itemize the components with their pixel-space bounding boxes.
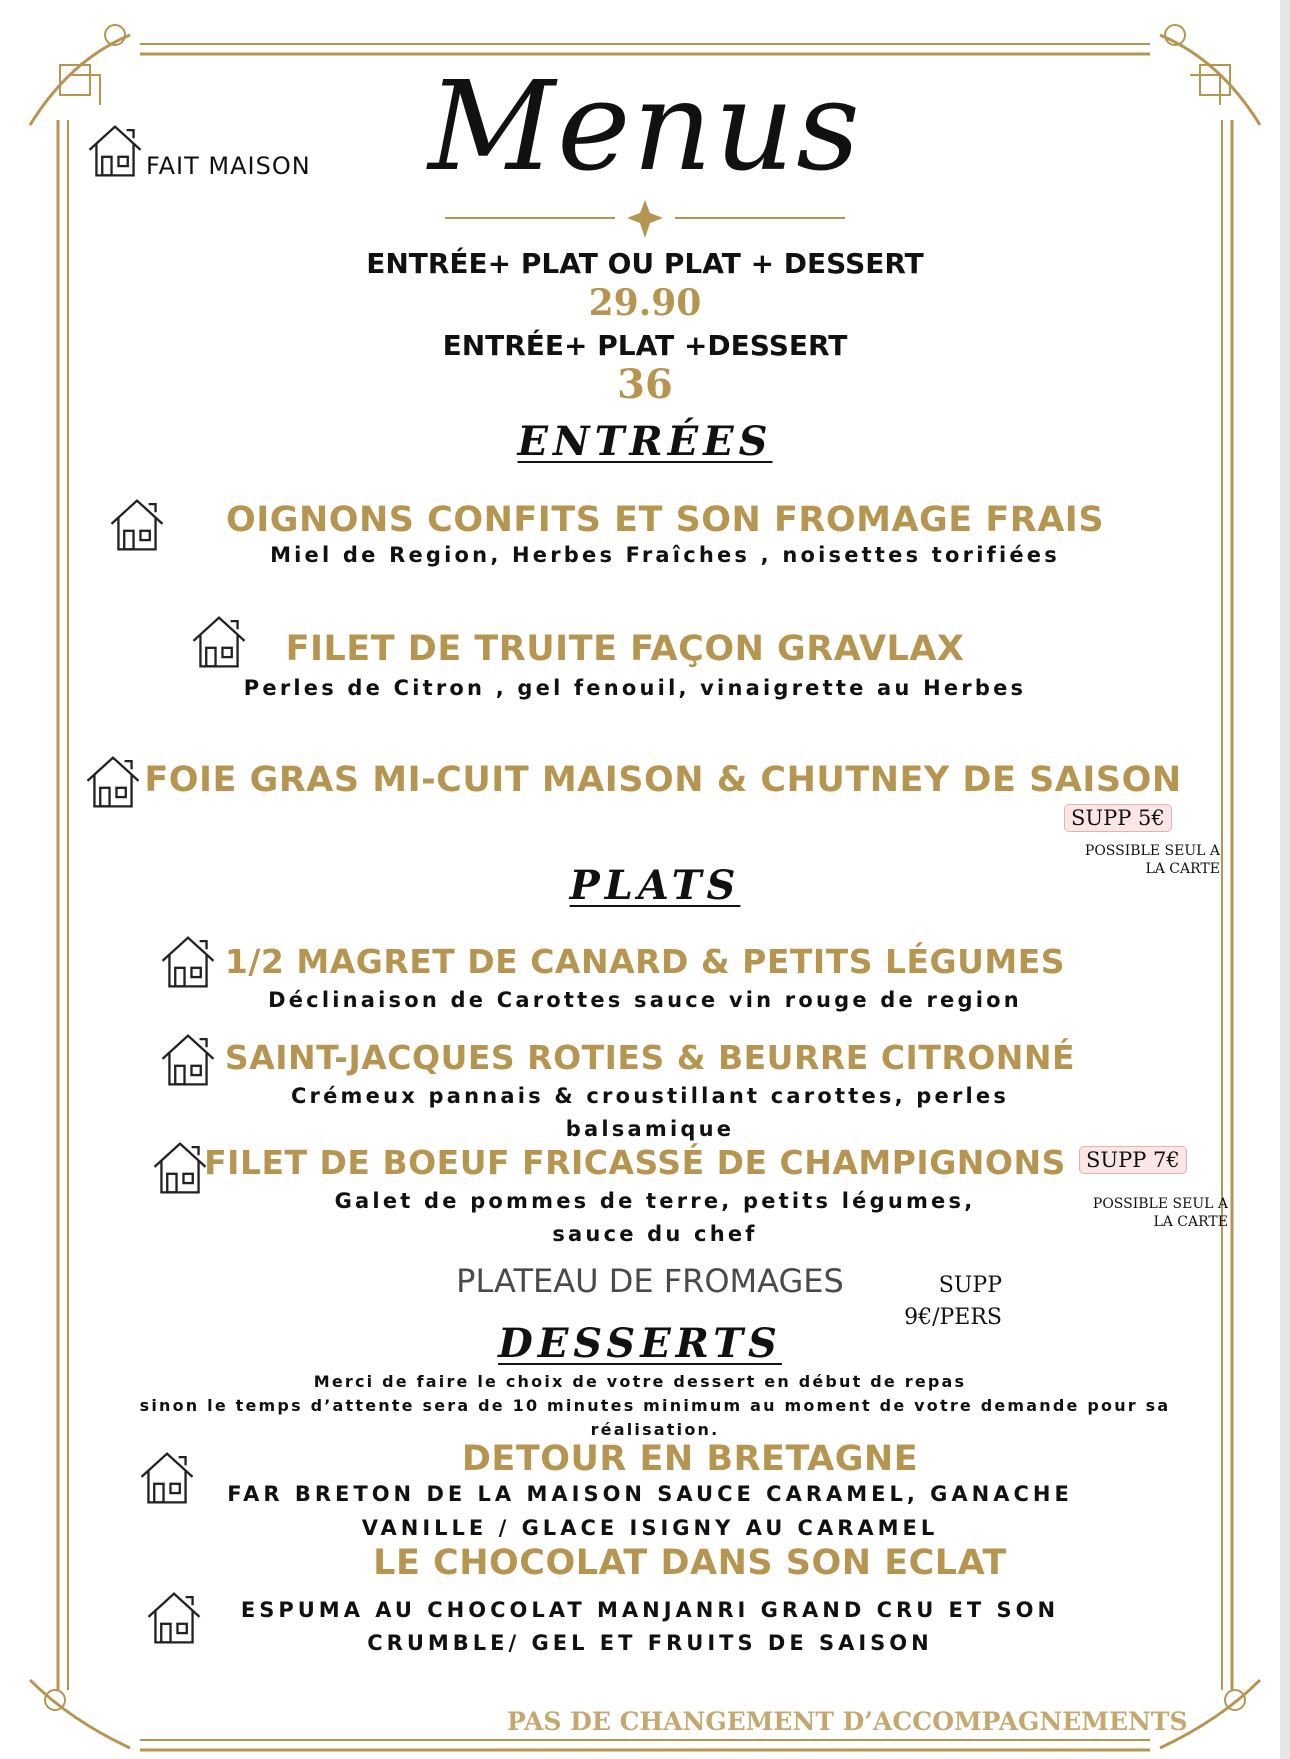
formula-1-label: ENTRÉE+ PLAT OU PLAT + DESSERT <box>366 247 924 280</box>
entree-1-desc: Miel de Region, Herbes Fraîches , noisettes torifiées <box>270 543 1060 567</box>
footer-note: PAS DE CHANGEMENT D’ACCOMPAGNEMENTS <box>507 1707 1188 1736</box>
entree-2-desc: Perles de Citron , gel fenouil, vinaigrette au Herbes <box>243 676 1027 700</box>
star-divider-icon <box>627 200 663 238</box>
entree-3-title: FOIE GRAS MI-CUIT MAISON & CHUTNEY DE SAISON <box>144 760 1182 800</box>
note-line-2: LA CARTE <box>1153 1214 1228 1230</box>
section-heading-plats: PLATS <box>569 862 741 909</box>
desserts-notice-line-3: réalisation. <box>590 1420 720 1439</box>
plat-3-desc-line-1: Galet de pommes de terre, petits légumes, <box>334 1189 976 1213</box>
dessert-2-desc-line-1: ESPUMA AU CHOCOLAT MANJANRI GRAND CRU ET SON <box>240 1598 1060 1622</box>
desserts-notice-line-2: sinon le temps d’attente sera de 10 minutes minimum au moment de votre demande pour sa <box>139 1396 1171 1415</box>
page-title: Menus <box>428 55 862 199</box>
corner-ornament-bl <box>30 1680 130 1748</box>
note-line-1: POSSIBLE SEUL A <box>1084 843 1220 859</box>
dessert-1-title: DETOUR EN BRETAGNE <box>461 1439 919 1479</box>
formula-2-price: 36 <box>617 361 673 408</box>
entree-2-title: FILET DE TRUITE FAÇON GRAVLAX <box>285 629 965 669</box>
plat-1-title: 1/2 MAGRET DE CANARD & PETITS LÉGUMES <box>224 942 1066 981</box>
fait-maison-label: FAIT MAISON <box>146 152 311 180</box>
plat-2-desc-line-1: Crémeux pannais & croustillant carottes, perles <box>290 1084 1010 1108</box>
entree-1-title: OIGNONS CONFITS ET SON FROMAGE FRAIS <box>225 500 1105 540</box>
section-heading-desserts: DESSERTS <box>498 1320 782 1367</box>
formula-1-price: 29.90 <box>588 282 702 324</box>
plat-1-desc: Déclinaison de Carottes sauce vin rouge de region <box>268 988 1022 1012</box>
dessert-2-desc-line-2: CRUMBLE/ GEL ET FRUITS DE SAISON <box>367 1631 933 1655</box>
cheese-supp-line-2: 9€/PERS <box>904 1305 1002 1330</box>
formula-2-label: ENTRÉE+ PLAT +DESSERT <box>442 329 848 362</box>
plat-2-desc-line-2: balsamique <box>565 1117 735 1141</box>
cheese-title: PLATEAU DE FROMAGES <box>456 1262 844 1300</box>
cheese-supp-line-1: SUPP <box>938 1273 1002 1298</box>
note-line-1: POSSIBLE SEUL A <box>1092 1196 1228 1212</box>
plat-3-title: FILET DE BOEUF FRICASSÉ DE CHAMPIGNONS <box>204 1143 1066 1182</box>
note-line-2: LA CARTE <box>1145 861 1220 877</box>
plat-3-desc-line-2: sauce du chef <box>552 1222 758 1246</box>
section-heading-entrees: ENTRÉES <box>517 418 773 465</box>
dessert-2-title: LE CHOCOLAT DANS SON ECLAT <box>373 1543 1007 1583</box>
desserts-notice-line-1: Merci de faire le choix de votre dessert en début de repas <box>313 1372 967 1391</box>
possible-note-boeuf <box>1048 1195 1228 1231</box>
dessert-1-desc-line-2: VANILLE / GLACE ISIGNY AU CARAMEL <box>361 1516 939 1540</box>
plat-2-title: SAINT-JACQUES ROTIES & BEURRE CITRONNÉ <box>224 1038 1076 1077</box>
dessert-1-desc-line-1: FAR BRETON DE LA MAISON SAUCE CARAMEL, GANACHE <box>227 1482 1073 1506</box>
supp-badge-foie-gras: SUPP 5€ <box>1064 804 1172 832</box>
supp-badge-boeuf: SUPP 7€ <box>1079 1146 1187 1174</box>
